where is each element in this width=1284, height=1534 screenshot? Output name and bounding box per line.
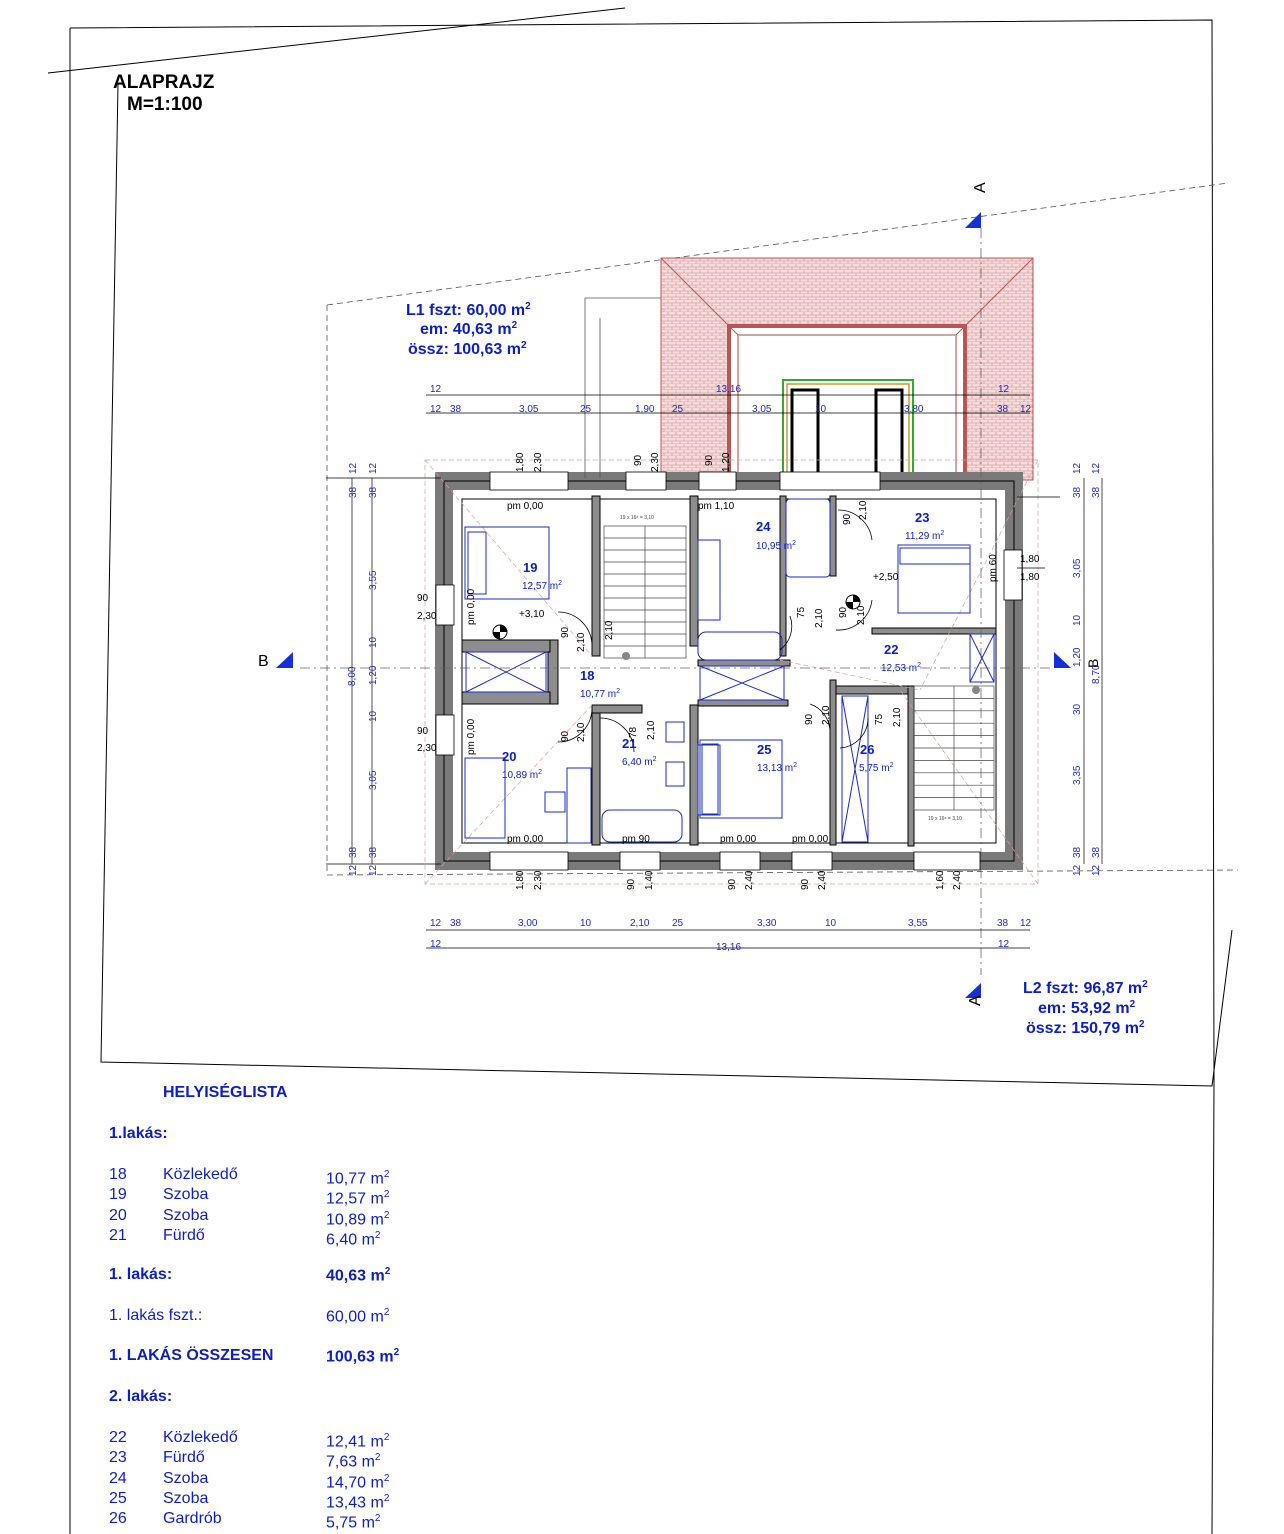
l1-ossz: össz: 100,63 $m^2$ <box>408 340 527 358</box>
svg-text:12: 12 <box>430 939 442 950</box>
svg-text:+2,50: +2,50 <box>873 572 899 583</box>
room-number: 20 <box>109 1206 127 1224</box>
room-area: 12,57 $m^2$ <box>326 1189 390 1208</box>
svg-text:38: 38 <box>450 404 462 415</box>
svg-text:38: 38 <box>450 918 462 929</box>
svg-text:90: 90 <box>633 454 644 466</box>
svg-text:2,40: 2,40 <box>744 870 755 890</box>
svg-text:10: 10 <box>368 710 379 722</box>
svg-text:90: 90 <box>626 878 637 890</box>
svg-text:90: 90 <box>842 513 853 525</box>
svg-text:2,10: 2,10 <box>856 605 867 625</box>
room-24-area: 10,95 $m^2$ <box>756 540 797 552</box>
room-number: 26 <box>109 1510 127 1528</box>
svg-text:2,10: 2,10 <box>892 707 903 727</box>
svg-text:12: 12 <box>1072 864 1083 876</box>
area-summary-l1 <box>406 301 531 358</box>
apt1-total-label: 1. LAKÁS ÖSSZESEN <box>109 1347 274 1364</box>
room-area: 12,41 $m^2$ <box>326 1432 390 1451</box>
svg-text:3,05: 3,05 <box>519 404 539 415</box>
svg-text:pm 1,10: pm 1,10 <box>698 501 735 512</box>
room-area-value: 7,63 m <box>326 1453 375 1471</box>
svg-text:12: 12 <box>348 462 359 474</box>
room-number: 19 <box>109 1186 127 1204</box>
shower-room-24 <box>786 499 830 577</box>
room-name: Fürdő <box>163 1449 205 1467</box>
svg-text:1,90: 1,90 <box>635 404 655 415</box>
svg-text:8,00: 8,00 <box>347 666 358 686</box>
svg-text:3,05: 3,05 <box>752 404 772 415</box>
room-list-row <box>109 1185 529 1208</box>
svg-text:12: 12 <box>998 384 1010 395</box>
room-area: 10,77 $m^2$ <box>326 1169 390 1188</box>
svg-text:30: 30 <box>1072 703 1083 715</box>
stairs-left <box>604 526 686 658</box>
svg-text:pm 0,00: pm 0,00 <box>720 834 757 845</box>
room-area-value: 13,43 m <box>326 1494 384 1512</box>
svg-text:12: 12 <box>1091 462 1102 474</box>
chimney-lines <box>585 298 661 478</box>
svg-text:38: 38 <box>1091 846 1102 858</box>
svg-text:pm 60: pm 60 <box>988 554 999 582</box>
svg-text:38: 38 <box>1072 486 1083 498</box>
svg-text:12: 12 <box>430 918 442 929</box>
svg-text:10: 10 <box>825 918 837 929</box>
right-dimension-text <box>1072 462 1102 876</box>
svg-text:1,80: 1,80 <box>515 452 526 472</box>
svg-text:13,16: 13,16 <box>716 384 742 395</box>
svg-text:2,10: 2,10 <box>630 918 650 929</box>
room-22-area: 12,53 $m^2$ <box>881 662 922 674</box>
room-22-number: 22 <box>884 642 899 657</box>
l1-fszt: L1 fszt: 60,00 $m^2$ <box>406 301 531 319</box>
svg-text:8,70: 8,70 <box>1091 664 1102 684</box>
svg-text:38: 38 <box>1091 486 1102 498</box>
svg-text:+3,10: +3,10 <box>519 609 545 620</box>
svg-text:38: 38 <box>1072 846 1083 858</box>
l1-em: em: 40,63 $m^2$ <box>420 320 518 338</box>
svg-text:2,10: 2,10 <box>814 608 825 628</box>
svg-text:3,35: 3,35 <box>1072 765 1083 785</box>
apt1-total-value: 100,63 $m^2$ <box>326 1347 400 1366</box>
svg-text:25: 25 <box>580 404 592 415</box>
room-area: 13,43 $m^2$ <box>326 1492 390 1512</box>
svg-text:2,30: 2,30 <box>417 743 437 754</box>
room-list-heading: HELYISÉGLISTA <box>163 1084 288 1101</box>
svg-text:3,05: 3,05 <box>1072 558 1083 578</box>
apt1-heading: 1.lakás: <box>109 1125 168 1142</box>
room-25-area: 13,13 $m^2$ <box>757 762 798 774</box>
room-20-number: 20 <box>502 749 517 764</box>
svg-text:2,30: 2,30 <box>650 452 661 472</box>
svg-text:75: 75 <box>796 606 807 618</box>
svg-text:90: 90 <box>560 730 571 742</box>
drawing-title <box>113 72 214 116</box>
svg-text:pm 0,00: pm 0,00 <box>466 588 477 625</box>
svg-text:90: 90 <box>560 626 571 638</box>
svg-text:38: 38 <box>348 486 359 498</box>
roof-area <box>661 258 1033 480</box>
l2-fszt: L2 fszt: 96,87 $m^2$ <box>1023 979 1148 997</box>
svg-text:12: 12 <box>430 384 442 395</box>
svg-text:2,30: 2,30 <box>417 611 437 622</box>
svg-text:2,10: 2,10 <box>858 500 869 520</box>
room-21-number: 21 <box>622 736 637 751</box>
room-name: Közlekedő <box>163 1429 238 1446</box>
room-area: 5,75 $m^2$ <box>326 1513 381 1532</box>
svg-text:2,10: 2,10 <box>576 632 587 652</box>
area-summary-l2 <box>1023 979 1148 1037</box>
svg-text:1,20: 1,20 <box>1072 647 1083 667</box>
svg-text:1,40: 1,40 <box>644 870 655 890</box>
room-list-row <box>109 1489 529 1512</box>
title-line2: M=1:100 <box>127 94 203 115</box>
svg-text:1,60: 1,60 <box>935 870 946 890</box>
svg-text:25: 25 <box>672 918 684 929</box>
section-a-arrow-top <box>965 212 981 228</box>
apt1-fszt-value: 60,00 $m^2$ <box>326 1307 390 1326</box>
room-area-value: 14,70 m <box>326 1473 384 1491</box>
room-26-number: 26 <box>860 742 875 757</box>
svg-text:1,80: 1,80 <box>515 870 526 890</box>
room-19-number: 19 <box>523 560 538 575</box>
room-number: 25 <box>109 1489 127 1507</box>
svg-text:2,10: 2,10 <box>604 620 615 640</box>
room-area: 14,70 $m^2$ <box>326 1472 390 1491</box>
level-markers <box>493 595 980 694</box>
room-21-area: 6,40 $m^2$ <box>622 756 657 768</box>
opening-dimension-text <box>417 452 1040 890</box>
room-area-value: 12,57 m <box>326 1190 384 1208</box>
svg-text:12: 12 <box>1072 462 1083 474</box>
svg-text:38: 38 <box>348 846 359 858</box>
svg-text:12: 12 <box>368 462 379 474</box>
svg-text:12: 12 <box>348 864 359 876</box>
svg-text:2,30: 2,30 <box>533 452 544 472</box>
svg-text:38: 38 <box>997 404 1009 415</box>
room-18-number: 18 <box>580 668 595 683</box>
svg-text:90: 90 <box>704 454 715 466</box>
svg-text:2,10: 2,10 <box>821 705 832 725</box>
svg-text:12: 12 <box>1020 918 1032 929</box>
room-area-value: 12,41 m <box>326 1433 384 1451</box>
section-a-label-bottom: A <box>967 995 984 1006</box>
room-23-number: 23 <box>915 510 930 525</box>
svg-text:3,00: 3,00 <box>518 918 538 929</box>
svg-text:3,30: 3,30 <box>757 918 777 929</box>
svg-text:38: 38 <box>368 486 379 498</box>
stairs-right <box>914 686 994 810</box>
svg-text:78: 78 <box>628 726 639 738</box>
svg-text:10: 10 <box>368 636 379 648</box>
title-line1: ALAPRAJZ <box>113 72 215 93</box>
room-19-area: 12,57 $m^2$ <box>522 580 563 592</box>
room-24-number: 24 <box>756 519 771 534</box>
svg-text:3,55: 3,55 <box>908 918 928 929</box>
apt1-fszt-label: 1. lakás fszt.: <box>109 1307 203 1324</box>
apt1-sum-label: 1. lakás: <box>109 1266 173 1283</box>
room-number: 21 <box>109 1226 127 1244</box>
desk-room-20 <box>545 792 565 812</box>
room-26-area: 5,75 $m^2$ <box>859 762 894 774</box>
svg-text:2,10: 2,10 <box>646 720 657 740</box>
svg-text:25: 25 <box>672 404 684 415</box>
room-20-area: 10,89 $m^2$ <box>502 769 543 781</box>
room-list-row <box>109 1448 529 1471</box>
section-b-label-right: B <box>1085 658 1101 668</box>
room-number: 24 <box>109 1469 127 1487</box>
apt1-sum-value: 40,63 $m^2$ <box>326 1266 391 1285</box>
svg-text:12: 12 <box>1020 404 1032 415</box>
room-list-row <box>109 1469 529 1489</box>
svg-text:pm 0,00: pm 0,00 <box>507 501 544 512</box>
room-list-row <box>109 1428 529 1451</box>
stair-note-right: 19 x 16⁸ = 3,10 <box>928 816 962 822</box>
room-name: Szoba <box>163 1489 209 1507</box>
bathtub-room-24 <box>698 632 782 660</box>
svg-text:pm 0,00: pm 0,00 <box>792 834 829 845</box>
room-name: Közlekedő <box>163 1166 238 1183</box>
svg-text:pm 0,00: pm 0,00 <box>507 834 544 845</box>
svg-text:3,55: 3,55 <box>368 570 379 590</box>
room-list-row <box>109 1226 529 1249</box>
room-name: Szoba <box>163 1469 209 1487</box>
room-number: 18 <box>109 1166 127 1183</box>
svg-text:10: 10 <box>815 404 827 415</box>
svg-text:90: 90 <box>727 878 738 890</box>
svg-text:1,80: 1,80 <box>1020 572 1040 583</box>
room-list-row <box>109 1509 529 1532</box>
svg-text:3,05: 3,05 <box>368 770 379 790</box>
svg-text:90: 90 <box>417 726 429 737</box>
apt2-heading: 2. lakás: <box>109 1388 173 1405</box>
svg-text:38: 38 <box>368 846 379 858</box>
svg-text:1,80: 1,80 <box>1020 554 1040 565</box>
svg-text:3,80: 3,80 <box>904 404 924 415</box>
room-number: 22 <box>109 1429 127 1446</box>
svg-text:12: 12 <box>998 939 1010 950</box>
room-area: 6,40 $m^2$ <box>326 1229 381 1249</box>
section-a-label-top: A <box>972 182 989 193</box>
room-name: Szoba <box>163 1186 209 1204</box>
l2-ossz: össz: 150,79 $m^2$ <box>1026 1019 1145 1037</box>
section-b-arrow-left <box>276 652 293 668</box>
bed-room-20 <box>465 758 505 838</box>
room-area-value: 10,77 m <box>326 1170 384 1188</box>
svg-text:90: 90 <box>417 593 429 604</box>
room-number: 23 <box>109 1449 127 1467</box>
room-18-area: 10,77 $m^2$ <box>580 688 621 700</box>
sheet-border <box>48 8 1232 1534</box>
svg-text:pm 90: pm 90 <box>622 834 650 845</box>
svg-text:pm 0,00: pm 0,00 <box>466 718 477 755</box>
svg-text:2,30: 2,30 <box>533 870 544 890</box>
svg-text:12: 12 <box>1091 864 1102 876</box>
svg-text:12: 12 <box>368 864 379 876</box>
svg-text:2,40: 2,40 <box>817 870 828 890</box>
l2-em: em: 53,92 $m^2$ <box>1038 999 1136 1017</box>
section-b-arrow-right <box>1054 652 1071 668</box>
room-name: Fürdő <box>163 1226 205 1244</box>
room-area-value: 5,75 m <box>326 1514 375 1532</box>
room-list-row <box>109 1165 529 1188</box>
svg-text:90: 90 <box>838 606 849 618</box>
bed-room-23 <box>898 545 970 613</box>
svg-text:2,40: 2,40 <box>952 870 963 890</box>
svg-text:90: 90 <box>800 878 811 890</box>
svg-text:12: 12 <box>430 404 442 415</box>
room-area: 10,89 $m^2$ <box>326 1209 390 1228</box>
svg-text:1,20: 1,20 <box>368 665 379 685</box>
room-name: Szoba <box>163 1206 209 1224</box>
room-23-area: 11,29 $m^2$ <box>905 530 945 542</box>
svg-text:90: 90 <box>804 713 815 725</box>
room-area-value: 10,89 m <box>326 1210 384 1228</box>
svg-text:10: 10 <box>1072 614 1083 626</box>
svg-text:13,16: 13,16 <box>716 942 742 953</box>
room-25-number: 25 <box>757 742 772 757</box>
room-area-value: 6,40 m <box>326 1231 375 1249</box>
room-list-row <box>109 1206 529 1226</box>
svg-text:10: 10 <box>580 918 592 929</box>
svg-text:75: 75 <box>874 713 885 725</box>
svg-text:1,20: 1,20 <box>721 452 732 472</box>
room-name: Gardrób <box>163 1510 222 1528</box>
room-area: 7,63 $m^2$ <box>326 1452 381 1471</box>
stair-note-left: 19 x 16⁸ = 3,10 <box>620 515 654 521</box>
section-b-label-left: B <box>258 653 269 670</box>
svg-text:2,10: 2,10 <box>576 722 587 742</box>
svg-text:38: 38 <box>997 918 1009 929</box>
